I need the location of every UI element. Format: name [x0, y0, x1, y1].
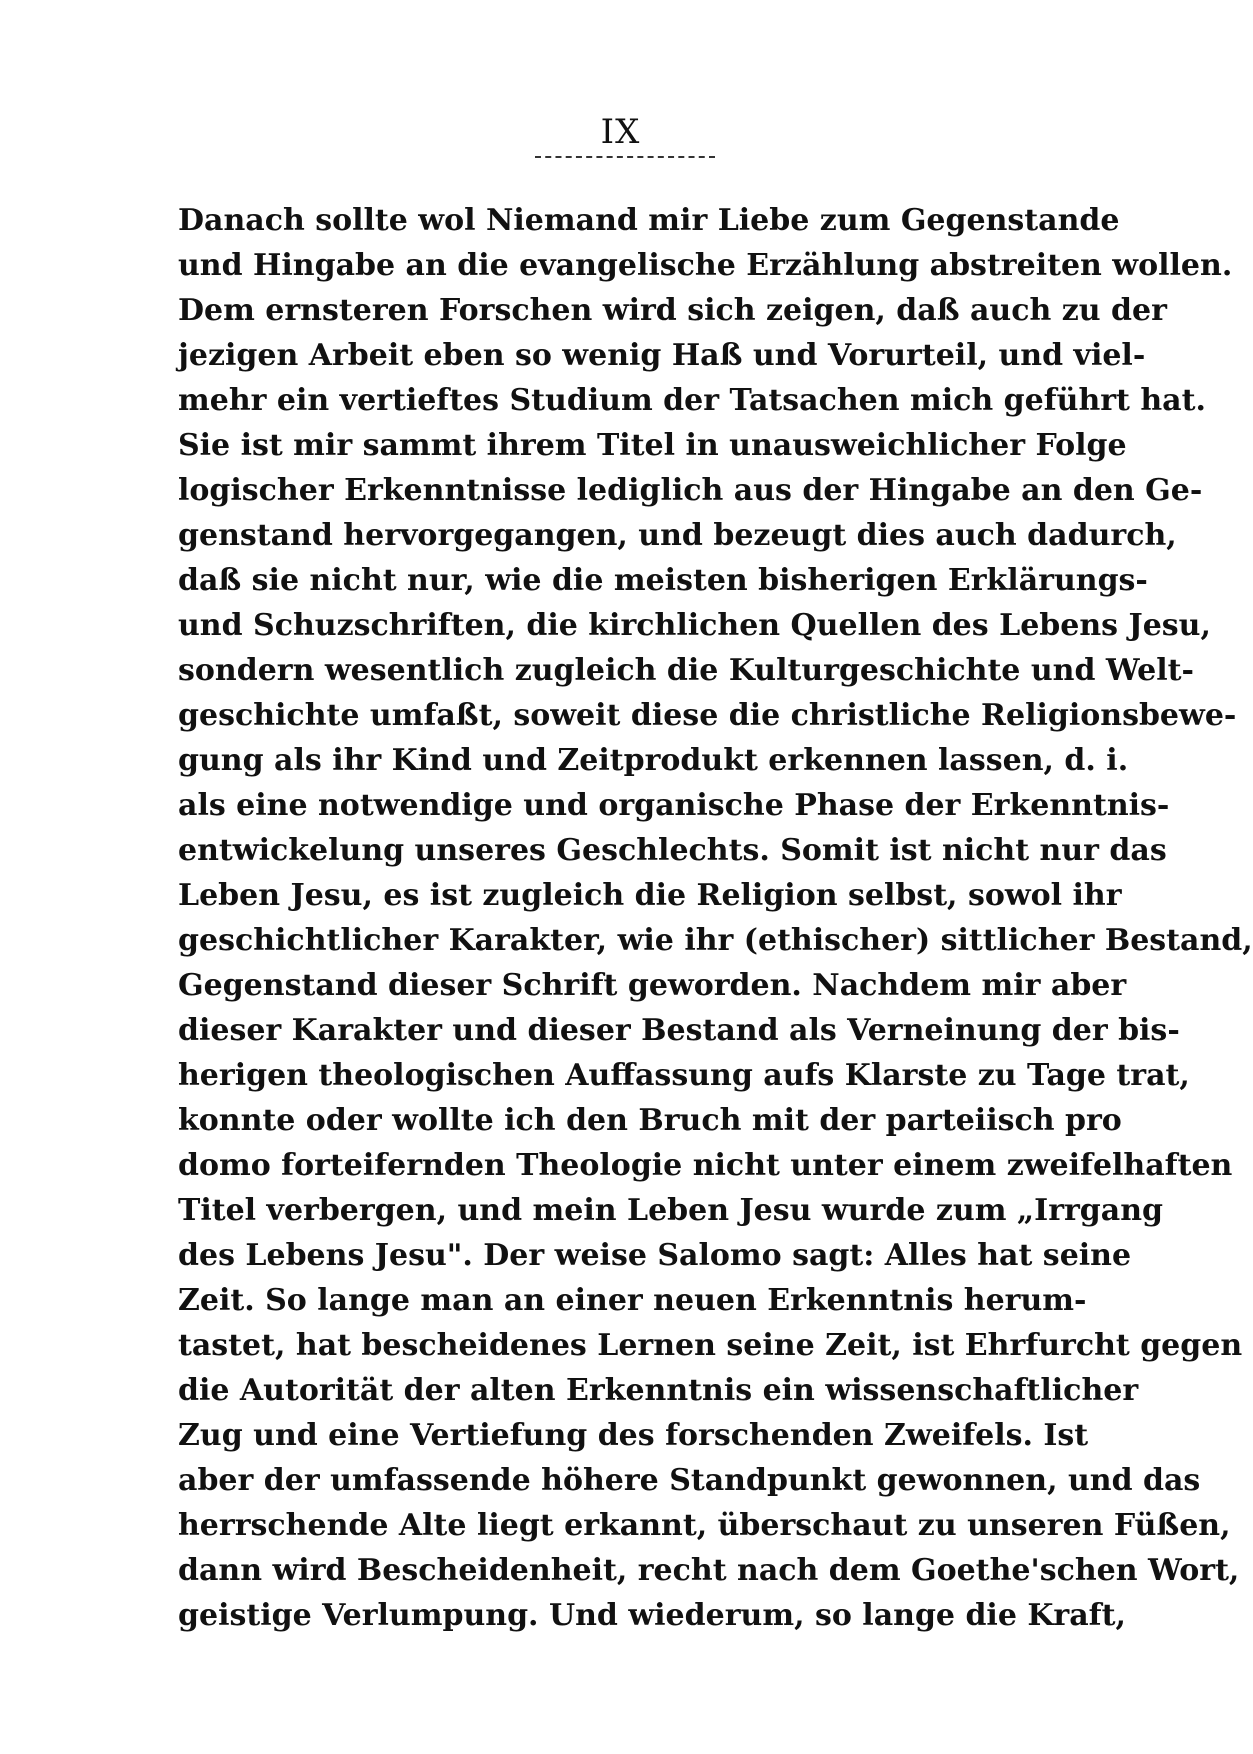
text-line: logischer Erkenntnisse lediglich aus der Hingabe an den Ge- [178, 473, 1203, 508]
text-line: dann wird Bescheidenheit, recht nach dem Goethe'schen Wort, [178, 1553, 1240, 1588]
text-line: mehr ein vertieftes Studium der Tatsachen mich geführt hat. [178, 383, 1206, 418]
text-line: und Schuzschriften, die kirchlichen Quellen des Lebens Jesu, [178, 608, 1211, 643]
text-line: Zug und eine Vertiefung des forschenden Zweifels. Ist [178, 1418, 1089, 1453]
text-line: Leben Jesu, es ist zugleich die Religion selbst, sowol ihr [178, 878, 1122, 913]
text-line: die Autorität der alten Erkenntnis ein wissenschaftlicher [178, 1373, 1139, 1408]
body-text [178, 198, 1253, 1638]
text-line: domo forteifernden Theologie nicht unter einem zweifelhaften [178, 1148, 1233, 1183]
text-line: geschichtlicher Karakter, wie ihr (ethischer) sittlicher Bestand, [178, 923, 1253, 958]
header-rule [535, 156, 715, 158]
text-line: Dem ernsteren Forschen wird sich zeigen, daß auch zu der [178, 293, 1167, 328]
text-line: des Lebens Jesu". Der weise Salomo sagt: Alles hat seine [178, 1238, 1132, 1273]
text-line: Gegenstand dieser Schrift geworden. Nachdem mir aber [178, 968, 1127, 1003]
text-line: Danach sollte wol Niemand mir Liebe zum Gegenstande [178, 203, 1120, 238]
text-line: tastet, hat bescheidenes Lernen seine Zeit, ist Ehrfurcht gegen [178, 1328, 1243, 1363]
text-line: entwickelung unseres Geschlechts. Somit ist nicht nur das [178, 833, 1167, 868]
text-line: dieser Karakter und dieser Bestand als Verneinung der bis- [178, 1013, 1180, 1048]
text-line: gung als ihr Kind und Zeitprodukt erkennen lassen, d. i. [178, 743, 1129, 778]
text-line: genstand hervorgegangen, und bezeugt dies auch dadurch, [178, 518, 1177, 553]
text-line: und Hingabe an die evangelische Erzählung abstreiten wollen. [178, 248, 1233, 283]
text-line: als eine notwendige und organische Phase der Erkenntnis- [178, 788, 1170, 823]
text-line: geistige Verlumpung. Und wiederum, so lange die Kraft, [178, 1598, 1126, 1633]
text-line: jezigen Arbeit eben so wenig Haß und Vorurteil, und viel- [178, 338, 1146, 373]
text-line: Zeit. So lange man an einer neuen Erkenntnis herum- [178, 1283, 1087, 1318]
text-line: Titel verbergen, und mein Leben Jesu wurde zum „Irrgang [178, 1193, 1164, 1228]
page-number: IX [600, 112, 641, 152]
text-line: geschichte umfaßt, soweit diese die christliche Religionsbewe- [178, 698, 1237, 733]
text-line: herigen theologischen Auffassung aufs Klarste zu Tage trat, [178, 1058, 1190, 1093]
text-line: Sie ist mir sammt ihrem Titel in unausweichlicher Folge [178, 428, 1127, 463]
text-line: daß sie nicht nur, wie die meisten bisherigen Erklärungs- [178, 563, 1148, 598]
text-line: aber der umfassende höhere Standpunkt gewonnen, und das [178, 1463, 1201, 1498]
text-line: konnte oder wollte ich den Bruch mit der parteiisch pro [178, 1103, 1122, 1138]
text-line: sondern wesentlich zugleich die Kulturgeschichte und Welt- [178, 653, 1194, 688]
text-line: herrschende Alte liegt erkannt, überschaut zu unseren Füßen, [178, 1508, 1231, 1543]
